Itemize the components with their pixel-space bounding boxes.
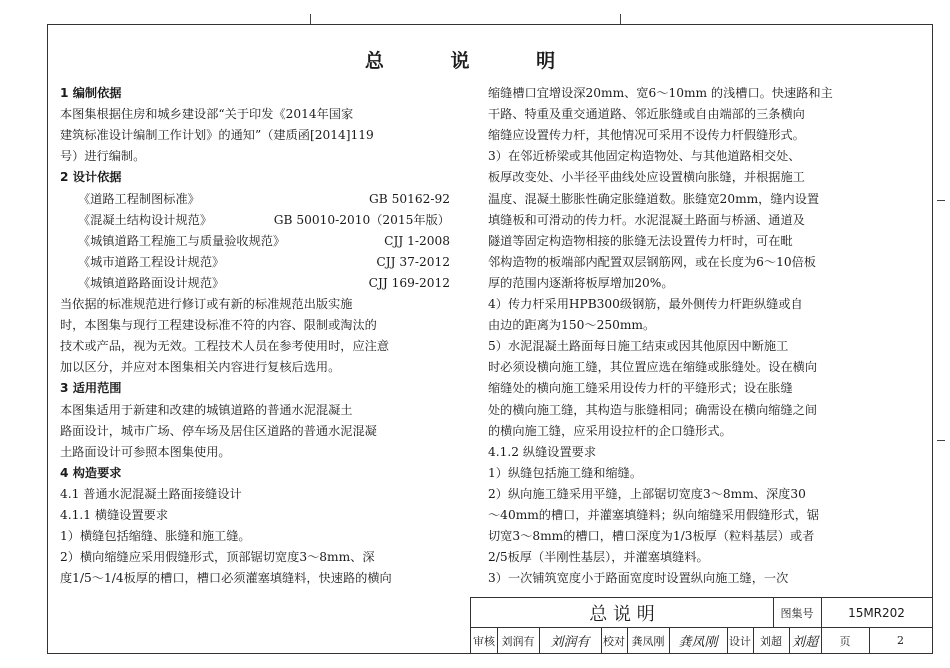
text-line: 2/5板厚（半刚性基层），并灌塞填缝料。 <box>488 550 709 565</box>
standard-name: 《混凝土结构设计规范》 <box>78 212 213 227</box>
text-line: 本图集根据住房和城乡建设部“关于印发《2014年国家 <box>60 107 354 122</box>
text-line: 缩缝槽口宜增设深20mm、宽6～10mm 的浅槽口。快速路和主 <box>488 86 833 100</box>
text-line: 处的横向施工缝，其构造与胀缝相同；确需设在横向缩缝之间 <box>488 402 818 417</box>
text-line: ～40mm的槽口，并灌塞填缝料；纵向缩缝采用假缝形式，锯 <box>488 508 820 522</box>
standard-code: GB 50162-92 <box>369 191 450 206</box>
reference-standard <box>60 272 450 294</box>
standard-code: CJJ 37-2012 <box>376 254 450 269</box>
page-label: 页 <box>821 627 870 654</box>
section-heading: 4 构造要求 <box>60 465 122 480</box>
standard-name: 《城市道路工程设计规范》 <box>78 254 225 269</box>
checker-name: 龚凤刚 <box>627 627 670 654</box>
reviewer-signature: 刘润有 <box>539 627 602 654</box>
fold-mark <box>310 14 311 24</box>
text-line: 温度、混凝土膨胀性确定胀缝道数。胀缝宽20mm，缝内设置 <box>488 191 820 206</box>
text-line: 4.1 普通水泥混凝土路面接缝设计 <box>60 486 242 501</box>
title-block <box>470 597 933 654</box>
text-line: 填缝板和可滑动的传力杆。水泥混凝土路面与桥涵、通道及 <box>488 212 805 227</box>
text-line: 2）纵向施工缝采用平缝，上部锯切宽度3～8mm、深度30 <box>488 486 806 501</box>
section-heading: 2 设计依据 <box>60 170 122 185</box>
check-label: 校对 <box>601 627 628 654</box>
text-line: 隧道等固定构造物相接的胀缝无法设置传力杆时，可在毗 <box>488 233 793 248</box>
text-line: 土路面设计可参照本图集使用。 <box>60 444 231 459</box>
text-line: 3）一次铺筑宽度小于路面宽度时设置纵向施工缝，一次 <box>488 571 789 586</box>
text-line: 3）在邻近桥梁或其他固定构造物处、与其他道路相交处、 <box>488 149 801 164</box>
text-line: 板厚改变处、小半径平曲线处应设置横向胀缝，并根据施工 <box>488 170 805 185</box>
standard-name: 《道路工程制图标准》 <box>78 191 200 206</box>
text-line: 建筑标准设计编制工作计划》的通知”（建质函[2014]119 <box>60 128 374 143</box>
text-line: 缩缝应设置传力杆，其他情况可采用不设传力杆假缝形式。 <box>488 128 805 143</box>
design-label: 设计 <box>727 627 754 654</box>
page-number: 2 <box>897 634 904 647</box>
title-block-title: 总 说 明 <box>471 598 774 627</box>
standard-code: GB 50010-2010（2015年版） <box>273 212 450 227</box>
review-label: 审核 <box>471 627 498 654</box>
atlas-number: 15MR202 <box>848 605 905 620</box>
text-line: 4）传力杆采用HPB300级钢筋，最外侧传力杆距纵缝或自 <box>488 297 803 311</box>
text-line: 2）横向缩缝应采用假缝形式，顶部锯切宽度3～8mm、深 <box>60 550 375 565</box>
text-line: 缩缝处的横向施工缝采用设传力杆的平缝形式；设在胀缝 <box>488 381 793 396</box>
text-line: 当依据的标准规范进行修订或有新的标准规范出版实施 <box>60 297 353 311</box>
reference-standard <box>60 230 450 252</box>
designer-name: 刘超 <box>753 627 790 654</box>
section-heading: 3 适用范围 <box>60 381 122 396</box>
fold-mark <box>620 14 621 24</box>
standard-name: 《城镇道路路面设计规范》 <box>78 275 225 290</box>
text-line: 号）进行编制。 <box>60 149 146 164</box>
text-line: 邻构造物的板端部内配置双层钢筋网，或在长度为6～10倍板 <box>488 254 816 269</box>
standard-code: CJJ 169-2012 <box>368 275 450 290</box>
reference-standard <box>60 209 450 231</box>
page-title: 总 说 明 <box>364 50 586 72</box>
text-line: 路面设计，城市广场、停车场及居住区道路的普通水泥混凝 <box>60 423 377 438</box>
text-line: 本图集适用于新建和改建的城镇道路的普通水泥混凝土 <box>60 402 353 417</box>
text-line: 4.1.2 纵缝设置要求 <box>488 444 597 459</box>
text-line: 加以区分，并应对本图集相关内容进行复核后选用。 <box>60 360 341 375</box>
fold-mark <box>937 440 945 441</box>
text-line: 由边的距离为150～250mm。 <box>488 318 656 333</box>
standard-name: 《城镇道路工程施工与质量验收规范》 <box>78 233 286 248</box>
reference-standard <box>60 251 450 273</box>
text-line: 技术或产品，视为无效。工程技术人员在参考使用时，应注意 <box>60 339 390 354</box>
reviewer-name: 刘润有 <box>497 627 540 654</box>
atlas-label: 图集号 <box>773 598 822 627</box>
text-line: 4.1.1 横缝设置要求 <box>60 508 169 522</box>
text-line: 时必须设横向施工缝，其位置应选在缩缝或胀缝处。设在横向 <box>488 360 818 375</box>
text-line: 度1/5～1/4板厚的槽口，槽口必须灌塞填缝料，快速路的横向 <box>60 571 392 586</box>
text-line: 时，本图集与现行工程建设标准不符的内容、限制或淘汰的 <box>60 318 377 333</box>
text-line: 厚的范围内逐渐将板厚增加20%。 <box>488 275 674 290</box>
fold-mark <box>937 200 945 201</box>
reference-standard <box>60 188 450 210</box>
section-heading: 1 编制依据 <box>60 86 122 100</box>
text-line: 切宽3～8mm的槽口，槽口深度为1/3板厚（粒料基层）或者 <box>488 529 815 544</box>
checker-signature: 龚凤刚 <box>669 627 728 654</box>
text-line: 1）横缝包括缩缝、胀缝和施工缝。 <box>60 529 251 544</box>
text-line: 干路、特重及重交通道路、邻近胀缝或自由端部的三条横向 <box>488 107 805 122</box>
standard-code: CJJ 1-2008 <box>384 233 450 248</box>
text-line: 1）纵缝包括施工缝和缩缝。 <box>488 465 643 480</box>
text-line: 的横向施工缝，应采用设拉杆的企口缝形式。 <box>488 423 732 438</box>
text-line: 5）水泥混凝土路面每日施工结束或因其他原因中断施工 <box>488 339 789 354</box>
designer-signature: 刘超 <box>789 627 822 654</box>
